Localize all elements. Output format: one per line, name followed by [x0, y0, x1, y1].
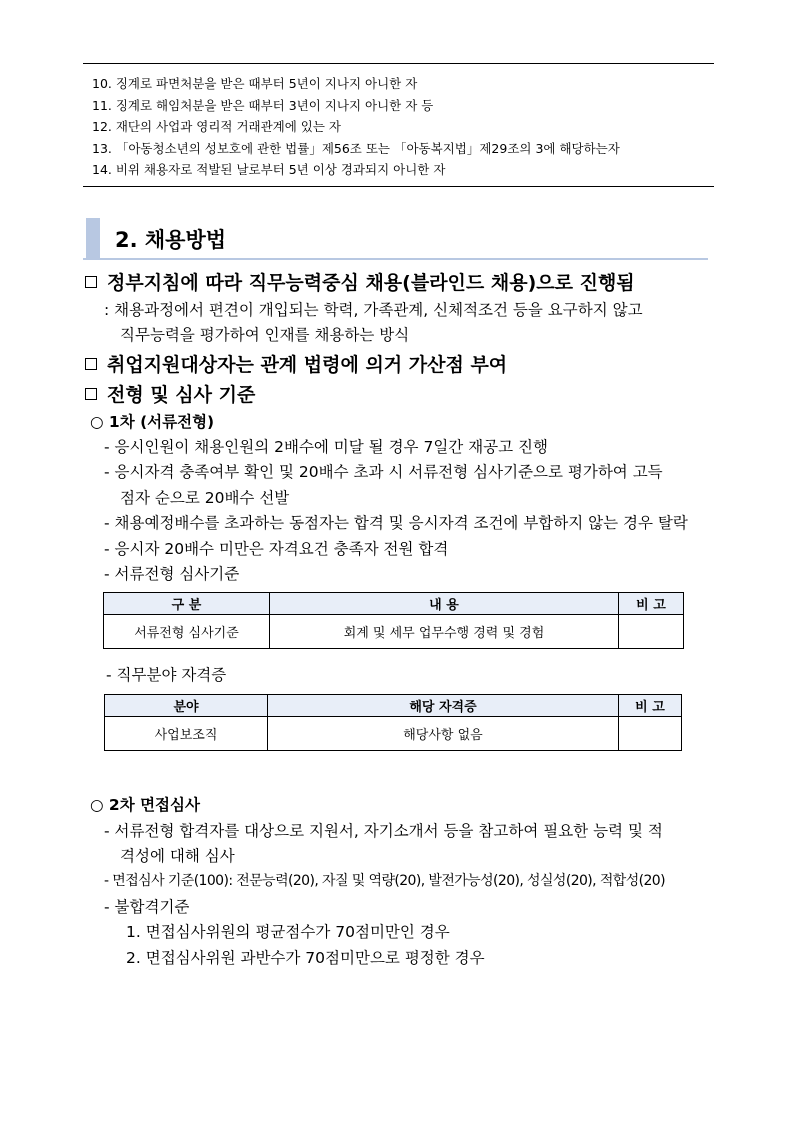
heading-screening-criteria: 전형 및 심사 기준: [85, 380, 255, 407]
list-item: 11. 징계로 해임처분을 받은 때부터 3년이 지나지 아니한 자 등: [92, 98, 434, 113]
stage1-item: - 응시인원이 채용인원의 2배수에 미달 될 경우 7일간 재공고 진행: [104, 438, 548, 456]
list-item: 13. 「아동청소년의 성보호에 관한 법률」제56조 또는 「아동복지법」제29조의 3에 해당하는자: [92, 141, 620, 156]
table-header: 구 분: [104, 593, 270, 615]
table-cell: 서류전형 심사기준: [104, 615, 270, 649]
table-cell: [619, 717, 682, 751]
stage2-item: - 불합격기준: [104, 898, 190, 916]
top-rule: [83, 63, 714, 64]
stage2-item: - 서류전형 합격자를 대상으로 지원서, 자기소개서 등을 참고하여 필요한 능력 및 적: [104, 822, 663, 840]
stage1-item: - 서류전형 심사기준: [104, 565, 240, 583]
heading-blind-hiring: 정부지침에 따라 직무능력중심 채용(블라인드 채용)으로 진행됨: [85, 268, 635, 295]
section-title: 2. 채용방법: [115, 228, 227, 252]
table-cell: 해당사항 없음: [268, 717, 619, 751]
section-underline: [83, 258, 708, 260]
document-criteria-table: [103, 592, 684, 649]
table-cell: [619, 615, 684, 649]
stage2-item: 격성에 대해 심사: [120, 847, 235, 865]
heading-description: 직무능력을 평가하여 인재를 채용하는 방식: [120, 326, 410, 344]
table-header: 비 고: [619, 695, 682, 717]
table-header: 내 용: [270, 593, 619, 615]
list-item: 14. 비위 채용자로 적발된 날로부터 5년 이상 경과되지 아니한 자: [92, 162, 446, 177]
stage1-item: - 응시자 20배수 미만은 자격요건 충족자 전원 합격: [104, 540, 449, 558]
stage1-item: 점자 순으로 20배수 선발: [120, 489, 290, 507]
stage2-item: - 면접심사 기준(100): 전문능력(20), 자질 및 역량(20), 발전가능성(20), 성실성(20), 적합성(20): [104, 873, 665, 889]
stage2-title: ○ 2차 면접심사: [90, 796, 200, 814]
table-cell: 회계 및 세무 업무수행 경력 및 경험: [270, 615, 619, 649]
stage1-title: ○ 1차 (서류전형): [90, 413, 215, 431]
cert-label: - 직무분야 자격증: [106, 666, 227, 684]
table-header: 분야: [105, 695, 268, 717]
stage1-item: - 응시자격 충족여부 확인 및 20배수 초과 시 서류전형 심사기준으로 평가하여 고득: [104, 463, 663, 481]
table-header: 비 고: [619, 593, 684, 615]
bottom-rule: [83, 186, 714, 187]
table-header: 해당 자격증: [268, 695, 619, 717]
checkbox-icon: [85, 276, 97, 288]
table-row: [104, 615, 684, 649]
table-row: [105, 717, 682, 751]
section-marker: [86, 218, 100, 258]
list-item: 10. 징계로 파면처분을 받은 때부터 5년이 지나지 아니한 자: [92, 76, 418, 91]
list-item: 12. 재단의 사업과 영리적 거래관계에 있는 자: [92, 119, 341, 134]
checkbox-icon: [85, 388, 97, 400]
heading-bonus-points: 취업지원대상자는 관계 법령에 의거 가산점 부여: [85, 350, 507, 377]
table-header-row: [104, 593, 684, 615]
fail-criterion: 2. 면접심사위원 과반수가 70점미만으로 평정한 경우: [126, 949, 485, 967]
certificate-table: [104, 694, 682, 751]
checkbox-icon: [85, 358, 97, 370]
stage1-item: - 채용예정배수를 초과하는 동점자는 합격 및 응시자격 조건에 부합하지 않는 경우 탈락: [104, 514, 688, 532]
table-header-row: [105, 695, 682, 717]
heading-description: : 채용과정에서 편견이 개입되는 학력, 가족관계, 신체적조건 등을 요구하지 않고: [104, 301, 643, 319]
table-cell: 사업보조직: [105, 717, 268, 751]
fail-criterion: 1. 면접심사위원의 평균점수가 70점미만인 경우: [126, 923, 450, 941]
